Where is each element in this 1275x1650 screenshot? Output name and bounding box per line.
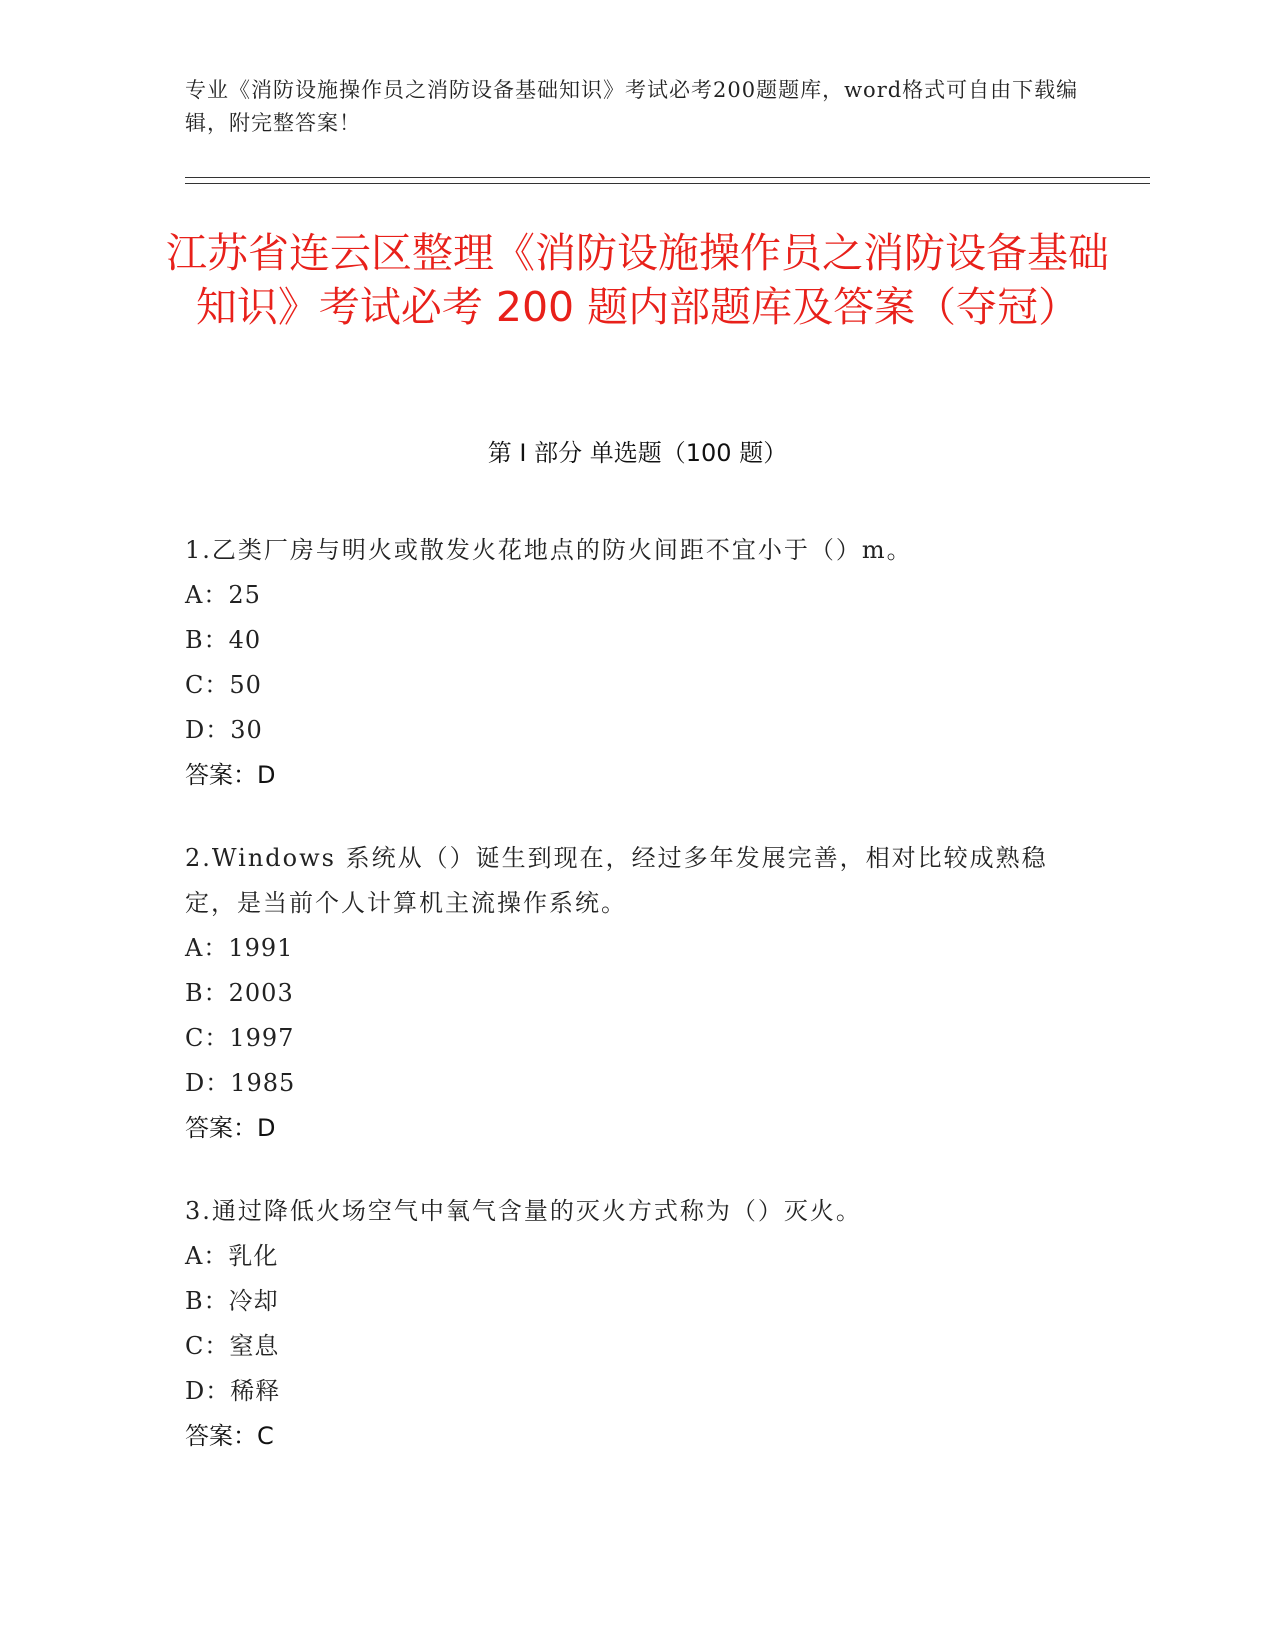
- option-d: D：30: [185, 716, 263, 744]
- question-stem: 3.通过降低火场空气中氧气含量的灭火方式称为（）灭火。: [185, 1197, 862, 1225]
- question-item: [185, 836, 1085, 1151]
- option-b: B：冷却: [185, 1287, 279, 1315]
- option-c: C：50: [185, 671, 262, 699]
- question-stem: 2.Windows 系统从（）诞生到现在，经过多年发展完善，相对比较成熟稳定，是当前个人计算机主流操作系统。: [185, 844, 1048, 917]
- question-item: [185, 528, 1085, 798]
- answer-line: 答案：C: [185, 1422, 274, 1450]
- option-a: A：乳化: [185, 1242, 279, 1270]
- question-list: [185, 528, 1085, 1497]
- header-note: 专业《消防设施操作员之消防设备基础知识》考试必考200题题库，word格式可自由下载编辑，附完整答案！: [185, 78, 1079, 135]
- option-d: D：1985: [185, 1069, 296, 1097]
- option-c: C：窒息: [185, 1332, 280, 1360]
- option-b: B：2003: [185, 979, 294, 1007]
- option-a: A：1991: [185, 934, 294, 962]
- answer-line: 答案：D: [185, 1114, 276, 1142]
- answer-line: 答案：D: [185, 761, 276, 789]
- document-title: 江苏省连云区整理《消防设施操作员之消防设备基础知识》考试必考 200 题内部题库及答案（夺冠）: [166, 229, 1109, 331]
- question-stem: 1.乙类厂房与明火或散发火花地点的防火间距不宜小于（）m。: [185, 536, 913, 564]
- header-divider-bottom: [185, 183, 1150, 184]
- question-item: [185, 1189, 1085, 1459]
- section-title: 第 I 部分 单选题（100 题）: [487, 439, 788, 467]
- option-b: B：40: [185, 626, 262, 654]
- option-a: A：25: [185, 581, 261, 609]
- option-c: C：1997: [185, 1024, 295, 1052]
- header-divider-top: [185, 177, 1150, 178]
- option-d: D：稀释: [185, 1377, 281, 1405]
